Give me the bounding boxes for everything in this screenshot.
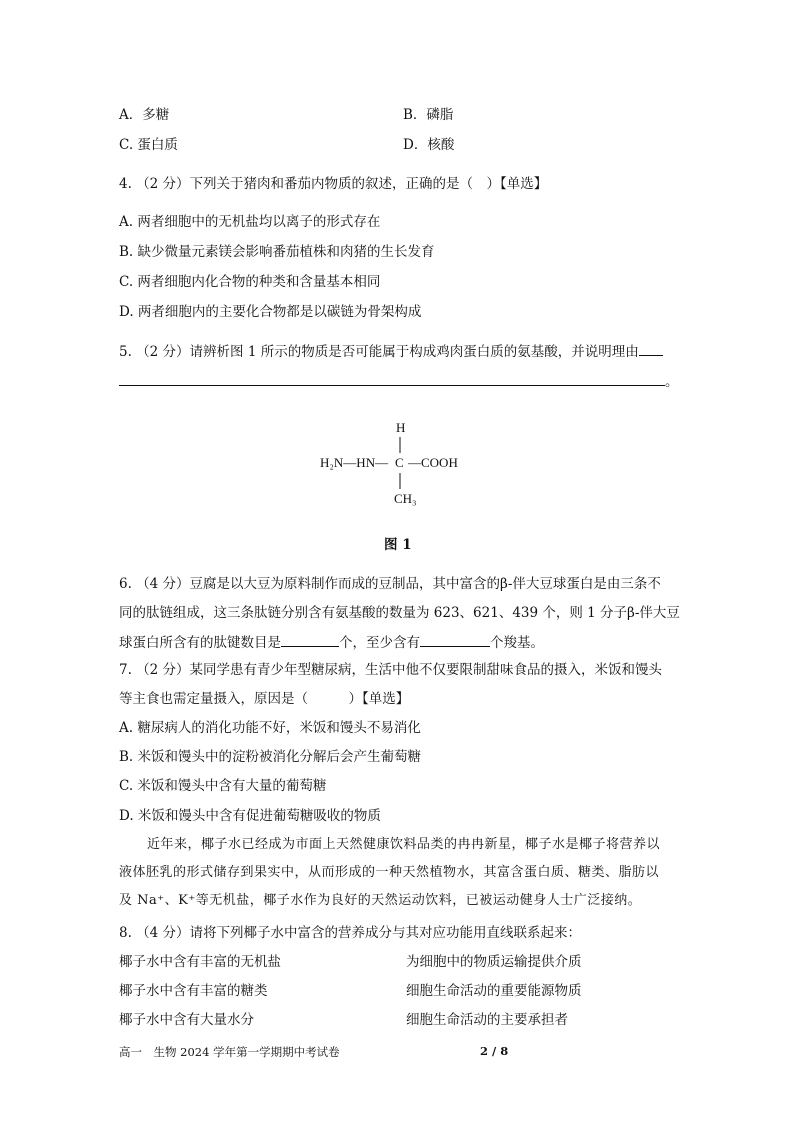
structural-formula-svg <box>300 415 520 515</box>
q3-option-d: D．核酸 <box>403 137 455 153</box>
q8-left-1[interactable]: 椰子水中含有丰富的无机盐 <box>119 954 281 970</box>
q4-option-d: D. 两者细胞内的主要化合物都是以碳链为骨架构成 <box>119 304 422 320</box>
q8-left-3[interactable]: 椰子水中含有大量水分 <box>119 1012 254 1028</box>
q7-option-b: B. 米饭和馒头中的淀粉被消化分解后会产生葡萄糖 <box>119 749 422 765</box>
q7-line1: 7. （2 分）某同学患有青少年型糖尿病，生活中他不仅要限制甜味食品的摄入，米饭和馒头 <box>119 662 663 678</box>
q7-option-a: A. 糖尿病人的消化功能不好，米饭和馒头不易消化 <box>119 720 421 736</box>
q8-right-1[interactable]: 为细胞中的物质运输提供介质 <box>406 954 582 970</box>
q6-line3 <box>119 631 544 651</box>
q6-carboxyl-blank[interactable] <box>420 632 490 647</box>
formula-h-top: H <box>396 420 406 435</box>
passage-line1: 近年来，椰子水已经成为市面上天然健康饮料品类的冉冉新星，椰子水是椰子将营养以 <box>147 837 661 852</box>
q6-peptide-bond-blank[interactable] <box>281 632 339 647</box>
q6-text-c: 个羧基。 <box>490 635 544 651</box>
q5-answer-blank[interactable] <box>119 371 665 386</box>
q6-text-a: 球蛋白所含有的肽键数目是 <box>119 635 281 651</box>
formula-carboxyl: —COOH <box>408 455 458 470</box>
q5-answer-line <box>119 370 679 390</box>
passage-line2: 液体胚乳的形式储存到果实中，从而形成的一种天然植物水，其富含蛋白质、糖类、脂肪以 <box>119 865 660 880</box>
figure-1-formula <box>300 415 520 515</box>
q8-stem: 8. （4 分）请将下列椰子水中富含的营养成分与其对应功能用直线联系起来： <box>119 925 582 941</box>
q3-option-c: C. 蛋白质 <box>119 137 178 153</box>
q4-option-c: C. 两者细胞内化合物的种类和含量基本相同 <box>119 274 381 290</box>
q3-option-b: B．磷脂 <box>403 107 454 123</box>
q5-answer-blank-start[interactable] <box>639 341 663 356</box>
q8-right-3[interactable]: 细胞生命活动的主要承担者 <box>406 1012 568 1028</box>
figure-1-caption: 图 1 <box>384 537 412 553</box>
q4-option-b: B. 缺少微量元素镁会影响番茄植株和肉猪的生长发育 <box>119 244 435 260</box>
q7-line2: 等主食也需定量摄入，原因是（ ）【单选】 <box>119 691 410 707</box>
q4-stem: 4. （2 分）下列关于猪肉和番茄内物质的叙述，正确的是（ ）【单选】 <box>119 176 548 192</box>
passage-line3: 及 Na⁺、K⁺等无机盐，椰子水作为良好的天然运动饮料，已被运动健身人士广泛接纳。 <box>119 893 642 908</box>
q5-end-mark: 。 <box>665 374 679 390</box>
footer-page-number: 2 / 8 <box>480 1044 509 1058</box>
q6-text-b: 个，至少含有 <box>339 635 420 651</box>
formula-left-group: H₂N—HN— <box>320 455 389 470</box>
q6-line2: 同的肽链组成，这三条肽链分别含有氨基酸的数量为 623、621、439 个，则 1 分子β-伴大豆 <box>119 605 680 621</box>
q7-option-c: C. 米饭和馒头中含有大量的葡萄糖 <box>119 778 327 794</box>
q5-stem <box>119 340 663 360</box>
formula-carbon: C <box>395 455 404 470</box>
q5-stem-text: 5. （2 分）请辨析图 1 所示的物质是否可能属于构成鸡肉蛋白质的氨基酸，并说明理由 <box>119 344 639 360</box>
formula-methyl: CH₃ <box>394 491 417 506</box>
q8-left-2[interactable]: 椰子水中含有丰富的糖类 <box>119 983 268 999</box>
q3-option-a: A．多糖 <box>119 107 170 123</box>
q7-option-d: D. 米饭和馒头中含有促进葡萄糖吸收的物质 <box>119 808 381 824</box>
q4-option-a: A. 两者细胞中的无机盐均以离子的形式存在 <box>119 214 381 230</box>
q6-line1: 6. （4 分）豆腐是以大豆为原料制作而成的豆制品，其中富含的β-伴大豆球蛋白是由三条不 <box>119 576 661 592</box>
footer-exam-title: 高一 生物 2024 学年第一学期期中考试卷 <box>119 1045 340 1059</box>
q8-right-2[interactable]: 细胞生命活动的重要能源物质 <box>406 983 582 999</box>
